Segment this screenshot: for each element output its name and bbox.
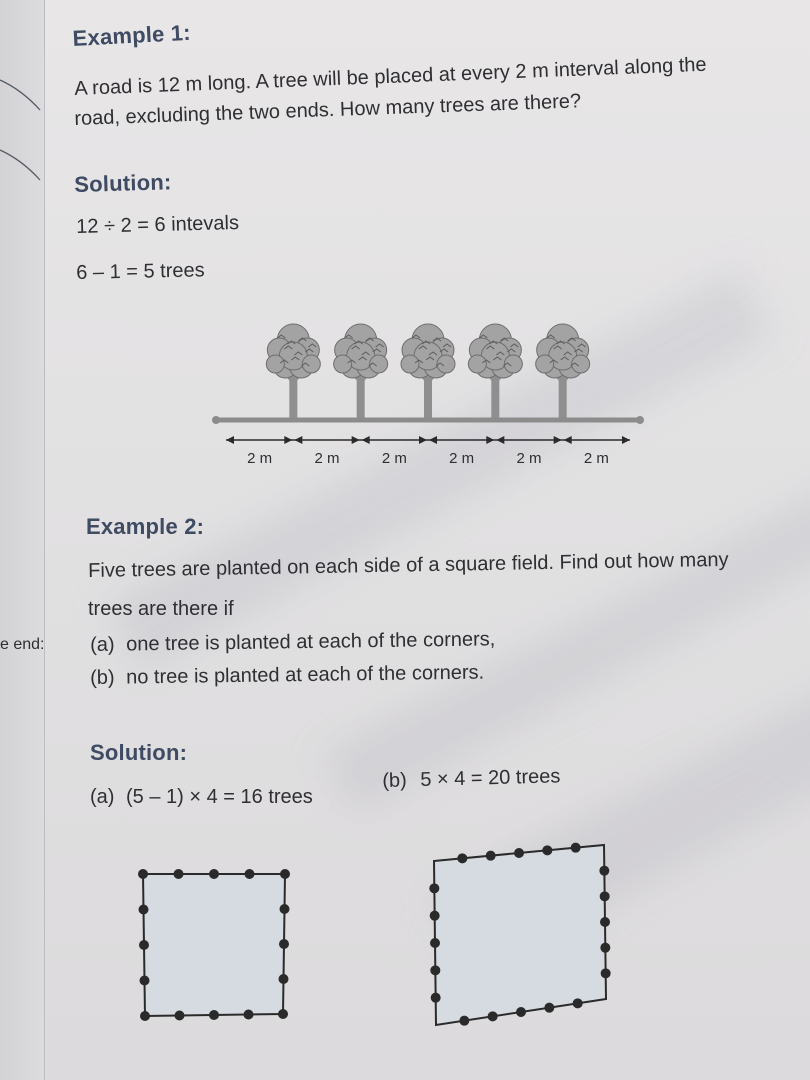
arrow-head xyxy=(564,436,572,444)
answer-b-text: 5 × 4 = 20 trees xyxy=(420,765,561,791)
square-figure-b xyxy=(420,835,620,1035)
answer-a-text: (5 – 1) × 4 = 16 trees xyxy=(126,786,313,808)
option-a-text: one tree is planted at each of the corners, xyxy=(126,628,496,656)
arrow-head xyxy=(419,436,427,444)
example1-solution-title: Solution: xyxy=(74,169,172,197)
tree-dot-a-1 xyxy=(138,869,148,879)
tree-dot-b-3 xyxy=(514,848,524,858)
interval-arrows xyxy=(226,436,630,444)
interval-label-2: 2 m xyxy=(314,450,340,467)
arrow-head xyxy=(294,436,302,444)
road-end-left xyxy=(212,416,220,424)
road-end-right xyxy=(636,416,644,424)
answer-b-label: (b) xyxy=(382,769,408,792)
tree-dot-a-2 xyxy=(174,869,184,879)
tree-dot-b-5 xyxy=(571,843,581,853)
tree-dot-b-1 xyxy=(457,853,467,863)
tree-dot-b-17 xyxy=(430,965,440,975)
square-a-field xyxy=(143,874,285,1016)
tree-dot-b-13 xyxy=(516,1007,526,1017)
tree-dot-a-15 xyxy=(139,940,149,950)
example1-title: Example 1: xyxy=(72,19,192,51)
example1-step2: 6 – 1 = 5 trees xyxy=(76,259,205,284)
tree-dot-b-8 xyxy=(600,917,610,927)
arrow-head xyxy=(554,436,562,444)
example1-step1: 12 ÷ 2 = 6 intevals xyxy=(76,212,240,238)
option-b-text: no tree is planted at each of the corners. xyxy=(126,661,485,689)
arrow-head xyxy=(226,436,234,444)
example2-answer-a xyxy=(90,786,313,809)
arrow-head xyxy=(486,436,494,444)
tree-dot-a-9 xyxy=(278,1009,288,1019)
tree-dot-a-10 xyxy=(244,1010,254,1020)
tree-dot-a-11 xyxy=(209,1010,219,1020)
tree-3 xyxy=(401,324,455,418)
tree-dot-b-6 xyxy=(599,866,609,876)
interval-label-4: 2 m xyxy=(449,450,475,467)
interval-label-1: 2 m xyxy=(247,450,273,467)
trees-group xyxy=(266,324,589,418)
tree-dot-a-4 xyxy=(245,869,255,879)
tree-dot-b-14 xyxy=(488,1011,498,1021)
tree-dot-a-7 xyxy=(279,939,289,949)
interval-labels xyxy=(247,450,609,467)
interval-label-6: 2 m xyxy=(583,450,609,467)
interval-label-3: 2 m xyxy=(381,450,407,467)
example2-option-a xyxy=(90,628,495,657)
left-margin-curves xyxy=(0,60,44,320)
example2-solution-title: Solution: xyxy=(90,740,188,765)
tree-road-figure xyxy=(200,320,660,475)
arrow-head xyxy=(496,436,504,444)
tree-dot-b-7 xyxy=(600,891,610,901)
square-figure-a xyxy=(125,860,305,1030)
tree-dot-a-12 xyxy=(175,1011,185,1021)
margin-text: e end: xyxy=(0,636,45,653)
example1-question-line1: A road is 12 m long. A tree will be placed at every 2 m interval along the xyxy=(74,53,707,100)
tree-dot-a-3 xyxy=(209,869,219,879)
tree-dot-b-16 xyxy=(431,993,441,1003)
example2-question-line1: Five trees are planted on each side of a square field. Find out how many xyxy=(88,548,729,582)
square-b-field xyxy=(434,845,606,1025)
arrow-head xyxy=(429,436,437,444)
tree-dot-b-18 xyxy=(430,938,440,948)
tree-dot-b-2 xyxy=(486,851,496,861)
tree-4 xyxy=(468,324,522,418)
option-a-label: (a) xyxy=(90,633,115,656)
arrow-head xyxy=(284,436,292,444)
tree-dot-a-16 xyxy=(139,905,149,915)
tree-5 xyxy=(536,324,590,418)
option-b-label: (b) xyxy=(90,666,115,689)
arrow-head xyxy=(622,436,630,444)
tree-dot-b-10 xyxy=(601,968,611,978)
tree-dot-a-13 xyxy=(140,1011,150,1021)
tree-2 xyxy=(334,324,388,418)
example2-title: Example 2: xyxy=(86,514,205,539)
tree-dot-a-14 xyxy=(140,976,150,986)
tree-dot-b-15 xyxy=(459,1016,469,1026)
tree-dot-a-5 xyxy=(280,869,290,879)
example2-question-line2: trees are there if xyxy=(88,598,234,620)
tree-1 xyxy=(266,324,320,418)
tree-dot-b-11 xyxy=(573,998,583,1008)
example2-option-b xyxy=(90,661,484,689)
tree-dot-b-20 xyxy=(429,883,439,893)
tree-dot-a-8 xyxy=(279,974,289,984)
arrow-head xyxy=(352,436,360,444)
tree-dot-b-19 xyxy=(430,911,440,921)
tree-dot-b-4 xyxy=(542,845,552,855)
arrow-head xyxy=(362,436,370,444)
tree-dot-b-9 xyxy=(600,943,610,953)
example1-question-line2: road, excluding the two ends. How many trees are there? xyxy=(74,90,582,130)
answer-a-label: (a) xyxy=(90,786,115,808)
tree-dot-b-12 xyxy=(544,1003,554,1013)
example2-answer-b xyxy=(382,765,561,793)
interval-label-5: 2 m xyxy=(516,450,542,467)
tree-dot-a-6 xyxy=(280,904,290,914)
